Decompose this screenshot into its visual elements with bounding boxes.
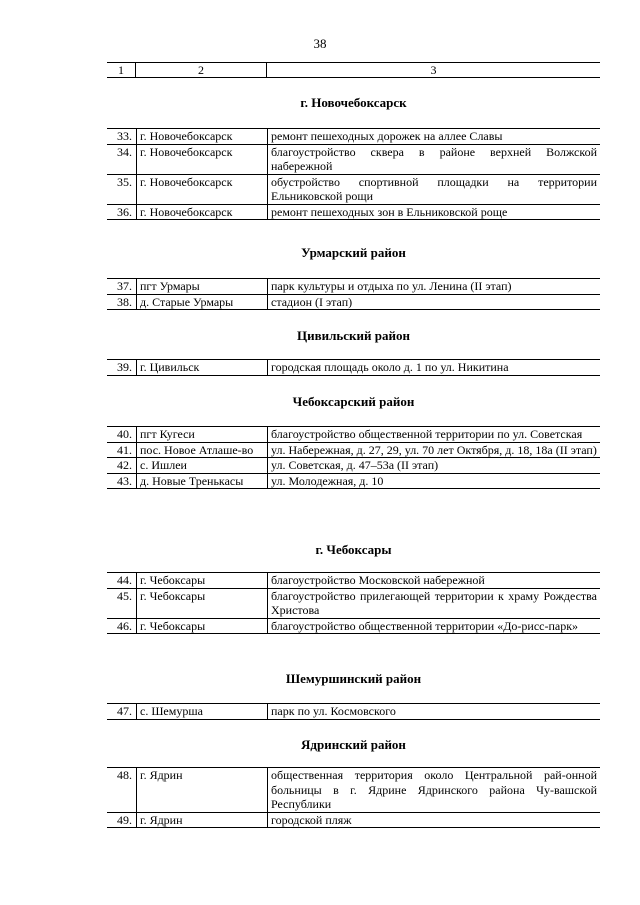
row-description: благоустройство прилегающей территории к храму Рождества Христова: [268, 588, 601, 618]
table-row: [107, 704, 600, 720]
row-number: 44.: [107, 573, 137, 589]
table-row: [107, 458, 600, 474]
section-table: [107, 359, 600, 376]
row-locality: пос. Новое Атлаше-во: [137, 442, 268, 458]
table-row: [107, 618, 600, 634]
table-row: [107, 768, 600, 813]
row-locality: д. Новые Тренькасы: [137, 473, 268, 489]
row-number: 49.: [107, 812, 137, 828]
row-locality: пгт Кугеси: [137, 427, 268, 443]
row-description: ул. Советская, д. 47–53а (II этап): [268, 458, 601, 474]
row-number: 34.: [107, 144, 137, 174]
row-description: обустройство спортивной площадки на территории Ельниковской рощи: [268, 174, 601, 204]
row-number: 33.: [107, 129, 137, 145]
row-locality: пгт Урмары: [137, 279, 268, 295]
row-description: стадион (I этап): [268, 294, 601, 310]
row-number: 40.: [107, 427, 137, 443]
row-description: общественная территория около Центральной рай-онной больницы в г. Ядрине Ядринского района Чу-вашской Республики: [268, 768, 601, 813]
row-locality: с. Ишлеи: [137, 458, 268, 474]
row-description: благоустройство общественной территории «До-рисс-парк»: [268, 618, 601, 634]
header-col-1: 1: [107, 63, 136, 77]
row-locality: г. Новочебоксарск: [137, 144, 268, 174]
row-number: 47.: [107, 704, 137, 720]
section-title: Цивильский район: [297, 328, 410, 343]
table-row: [107, 360, 600, 376]
row-number: 45.: [107, 588, 137, 618]
row-description: парк культуры и отдыха по ул. Ленина (II этап): [268, 279, 601, 295]
table-row: [107, 174, 600, 204]
table-row: [107, 129, 600, 145]
table-header: [107, 62, 600, 78]
row-description: ул. Набережная, д. 27, 29, ул. 70 лет Октября, д. 18, 18а (II этап): [268, 442, 601, 458]
section-table: [107, 703, 600, 720]
row-locality: г. Новочебоксарск: [137, 204, 268, 220]
row-number: 36.: [107, 204, 137, 220]
row-description: благоустройство Московской набережной: [268, 573, 601, 589]
row-description: городской пляж: [268, 812, 601, 828]
row-locality: г. Новочебоксарск: [137, 129, 268, 145]
row-number: 46.: [107, 618, 137, 634]
row-description: благоустройство сквера в районе верхней Волжской набережной: [268, 144, 601, 174]
row-number: 35.: [107, 174, 137, 204]
row-locality: г. Ядрин: [137, 768, 268, 813]
section-table: [107, 767, 600, 828]
table-row: [107, 812, 600, 828]
row-description: ремонт пешеходных дорожек на аллее Славы: [268, 129, 601, 145]
row-locality: г. Чебоксары: [137, 573, 268, 589]
header-col-3: 3: [430, 63, 437, 77]
row-locality: г. Чебоксары: [137, 588, 268, 618]
row-number: 37.: [107, 279, 137, 295]
row-number: 48.: [107, 768, 137, 813]
row-locality: г. Ядрин: [137, 812, 268, 828]
section-title: Ядринский район: [301, 737, 406, 752]
section-table: [107, 128, 600, 220]
table-row: [107, 573, 600, 589]
row-number: 42.: [107, 458, 137, 474]
row-description: благоустройство общественной территории по ул. Советская: [268, 427, 601, 443]
row-locality: д. Старые Урмары: [137, 294, 268, 310]
table-row: [107, 144, 600, 174]
row-number: 43.: [107, 473, 137, 489]
row-number: 41.: [107, 442, 137, 458]
table-row: [107, 588, 600, 618]
row-description: парк по ул. Космовского: [268, 704, 601, 720]
row-description: городская площадь около д. 1 по ул. Никитина: [268, 360, 601, 376]
row-number: 39.: [107, 360, 137, 376]
row-description: ремонт пешеходных зон в Ельниковской роще: [268, 204, 601, 220]
row-locality: г. Чебоксары: [137, 618, 268, 634]
table-row: [107, 279, 600, 295]
section-table: [107, 278, 600, 310]
row-locality: г. Цивильск: [137, 360, 268, 376]
section-title: Чебоксарский район: [292, 394, 415, 409]
table-row: [107, 427, 600, 443]
table-row: [107, 473, 600, 489]
section-title: Урмарский район: [301, 245, 406, 260]
table-row: [107, 442, 600, 458]
row-description: ул. Молодежная, д. 10: [268, 473, 601, 489]
table-row: [107, 294, 600, 310]
section-title: г. Новочебоксарск: [300, 95, 407, 110]
header-col-2: 2: [136, 63, 267, 77]
section-table: [107, 572, 600, 634]
section-title: Шемуршинский район: [285, 671, 422, 686]
section-title: г. Чебоксары: [315, 542, 392, 557]
table-row: [107, 204, 600, 220]
row-locality: г. Новочебоксарск: [137, 174, 268, 204]
row-locality: с. Шемурша: [137, 704, 268, 720]
page-number: 38: [313, 36, 327, 51]
row-number: 38.: [107, 294, 137, 310]
section-table: [107, 426, 600, 489]
